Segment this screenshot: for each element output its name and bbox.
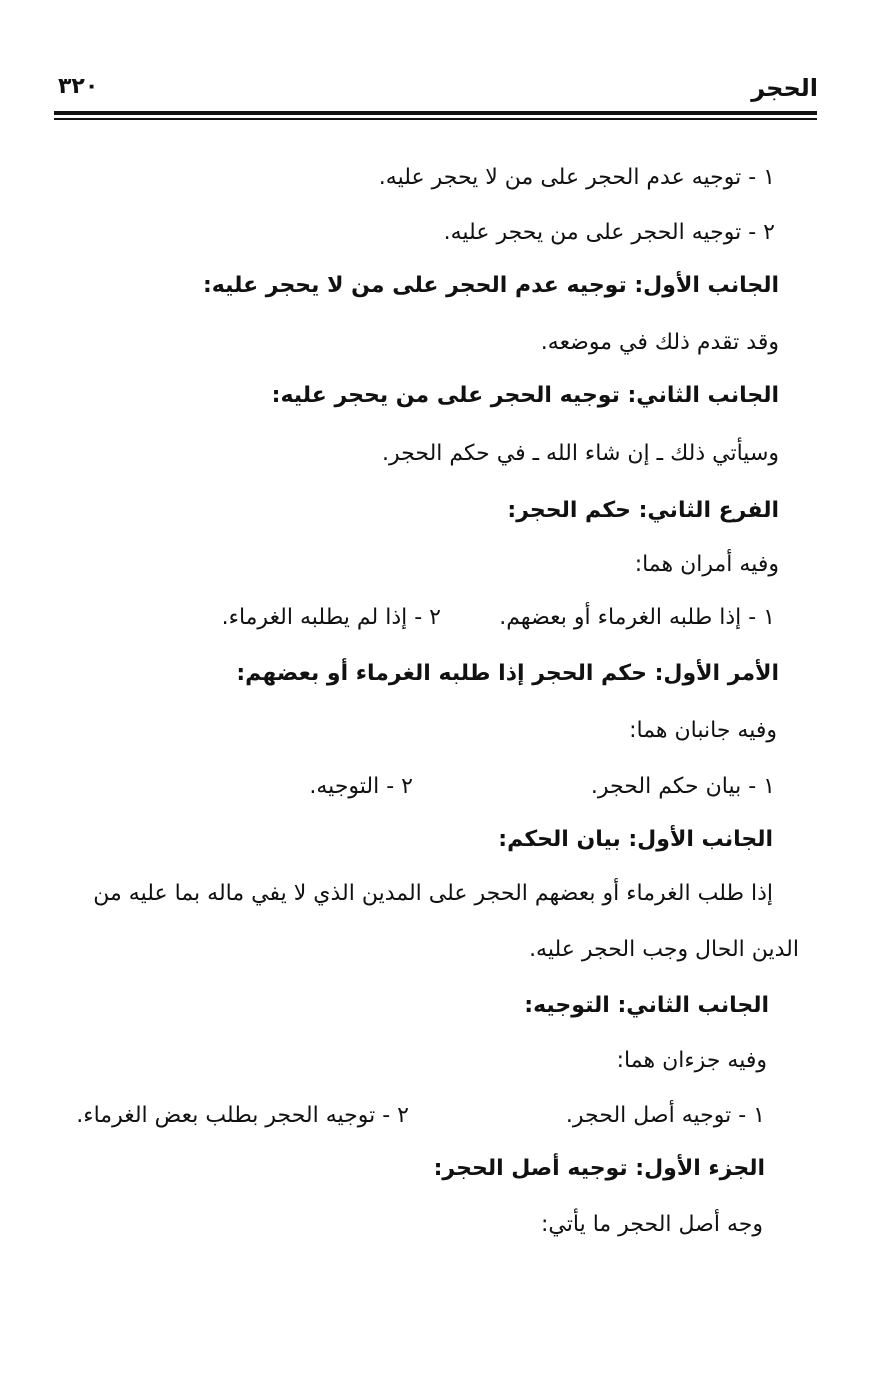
list-item: ٢ - توجيه الحجر على من يحجر عليه.: [443, 220, 775, 245]
header-rule-thick: [54, 111, 817, 115]
list-item: ١ - إذا طلبه الغرماء أو بعضهم.: [499, 605, 775, 630]
section-heading: الأمر الأول: حكم الحجر إذا طلبه الغرماء أو بعضهم:: [236, 661, 779, 686]
section-heading: الجانب الأول: توجيه عدم الحجر على من لا يحجر عليه:: [202, 273, 779, 298]
section-heading: الجانب الأول: بيان الحكم:: [498, 827, 773, 852]
list-item: ١ - توجيه أصل الحجر.: [565, 1103, 765, 1128]
header-rule-thin: [54, 118, 817, 120]
section-heading: الفرع الثاني: حكم الحجر:: [507, 498, 779, 523]
paragraph: وفيه جزءان هما:: [616, 1048, 767, 1073]
section-heading: الجزء الأول: توجيه أصل الحجر:: [433, 1156, 765, 1181]
running-title: الحجر: [751, 74, 818, 102]
list-item: ٢ - التوجيه.: [309, 774, 413, 799]
section-heading: الجانب الثاني: توجيه الحجر على من يحجر عليه:: [271, 383, 779, 408]
section-heading: الجانب الثاني: التوجيه:: [524, 993, 769, 1018]
paragraph: وسيأتي ذلك ـ إن شاء الله ـ في حكم الحجر.: [382, 441, 779, 466]
paragraph: إذا طلب الغرماء أو بعضهم الحجر على المدين الذي لا يفي ماله بما عليه من: [93, 881, 773, 906]
list-item: ١ - بيان حكم الحجر.: [590, 774, 775, 799]
list-item: ٢ - توجيه الحجر بطلب بعض الغرماء.: [76, 1103, 409, 1128]
paragraph: وجه أصل الحجر ما يأتي:: [541, 1212, 763, 1237]
paragraph: وفيه جانبان هما:: [629, 718, 777, 743]
paragraph: وقد تقدم ذلك في موضعه.: [540, 330, 779, 355]
list-item: ١ - توجيه عدم الحجر على من لا يحجر عليه.: [378, 165, 775, 190]
paragraph: وفيه أمران هما:: [634, 552, 779, 577]
list-item: ٢ - إذا لم يطلبه الغرماء.: [221, 605, 441, 630]
page-header: [58, 74, 818, 102]
paragraph: الدين الحال وجب الحجر عليه.: [529, 937, 799, 962]
page-number: ٣٢٠: [58, 74, 99, 99]
